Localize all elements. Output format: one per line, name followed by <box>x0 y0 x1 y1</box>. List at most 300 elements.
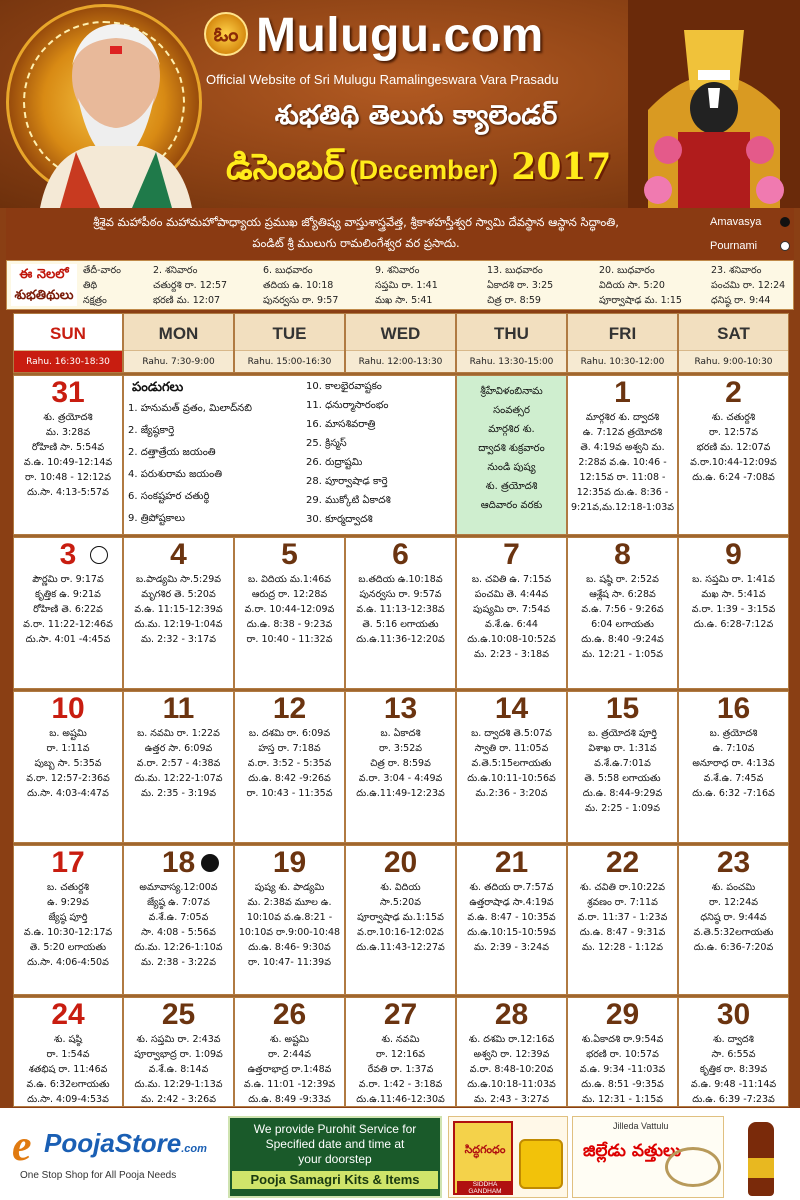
panchang-detail: 10:10వ రా.9:00-10:48 <box>238 927 341 938</box>
panchang-detail: రా. 10:48 - 12:12వ <box>25 472 111 483</box>
panchang-detail: బ. ద్వాదశి తె.5:07వ <box>471 728 552 739</box>
panchang-detail: వ.ఉ. 11:15-12:39వ <box>134 604 223 615</box>
day-number: 21 <box>494 846 529 879</box>
rahukalam-time: Rahu. 12:00-13:30 <box>346 350 455 372</box>
panchang-detail: మ. 2:32 - 3:17వ <box>141 634 216 645</box>
legend-pournami-label: Pournami <box>710 240 758 252</box>
venkateswara-deity-image <box>628 0 800 208</box>
auspicious-day-entry: 2. శనివారం చతుర్దశి రా. 12:57 భరణి మ. 12:07 <box>153 265 228 306</box>
panchang-detail: బ.పాడ్యమి సా.5:29వ <box>135 574 222 585</box>
weekday-header-sun <box>13 313 123 373</box>
festival-item: 25. క్రిస్మస్ <box>306 438 347 449</box>
day-cell[interactable] <box>123 691 234 843</box>
day-number: 13 <box>383 692 418 725</box>
festivals-heading: పండుగలు <box>132 380 184 395</box>
moon-phase-legend <box>706 210 794 258</box>
auspicious-day-entry: 23. శనివారం పంచమి రా. 12:24 ధనిష్ఠ రా. 9:44 <box>711 265 786 306</box>
panchang-detail: జ్యేష్ఠ పూర్తి <box>48 912 88 923</box>
panchang-detail: శ్రవణం రా. 7:11వ <box>587 897 658 908</box>
festival-item: 2. జ్యేష్ఠకార్తె <box>128 425 175 436</box>
panchang-detail: మ. 2:42 - 3:26వ <box>141 1094 216 1105</box>
rahukalam-time: Rahu. 10:30-12:00 <box>568 350 677 372</box>
astrologer-portrait <box>20 6 198 208</box>
panchang-detail: మ. 12:31 - 1:15వ <box>581 1094 664 1105</box>
panchang-detail: రా. 10:40 - 11:32వ <box>246 634 333 645</box>
panchang-detail: జ్యేష్ఠ ఉ. 7:07వ <box>147 897 210 908</box>
weekday-name: SAT <box>717 324 750 343</box>
day-number: 15 <box>605 692 640 725</box>
panchang-detail: 12:15వ రా. 11:08 - <box>579 472 666 483</box>
panchang-detail: శు. అష్టమి <box>270 1034 309 1045</box>
day-number: 30 <box>716 998 751 1031</box>
panchang-detail: రా. 12:24వ <box>708 897 759 908</box>
day-cell[interactable] <box>456 537 567 689</box>
panchang-detail: బ. దశమి రా. 6:09వ <box>248 728 331 739</box>
panchang-detail: పునర్వసు రా. 9:57వ <box>359 589 442 600</box>
panchang-detail: దు.మ. 12:22-1:07వ <box>134 773 223 784</box>
day-cell[interactable] <box>678 375 789 535</box>
panchang-detail: ఆరుద్ర రా. 12:28వ <box>251 589 328 600</box>
festival-item: 16. మాసశివరాత్రి <box>306 419 376 430</box>
day-cell[interactable] <box>345 845 456 995</box>
author-info-band <box>6 208 794 260</box>
panchang-detail: మఖ సా. 5:41వ <box>701 589 766 600</box>
panchang-detail: సా. 4:08 - 5:56వ <box>141 927 216 938</box>
rahukalam-time: Rahu. 13:30-15:00 <box>457 350 566 372</box>
panchang-detail: మ. 12:28 - 1:12వ <box>581 942 664 953</box>
panchang-detail: వ.రా. 1:39 - 3:15వ <box>691 604 776 615</box>
panchang-detail: భరణి రా. 10:57వ <box>586 1049 659 1060</box>
panchang-detail: మార్గశిర శు. ద్వాదశి <box>585 412 660 423</box>
panchang-detail: దు.ఉ.11:43-12:27వ <box>356 942 445 953</box>
panchang-detail: ఉ. 7:12వ త్రయోదశి <box>582 427 663 438</box>
day-cell[interactable] <box>678 537 789 689</box>
panchang-detail: కృత్తిక ఉ. 9:21వ <box>35 589 101 600</box>
day-number: 28 <box>494 998 529 1031</box>
day-cell[interactable] <box>567 691 678 843</box>
panchang-detail: రా. 10:47- 11:39వ <box>248 957 331 968</box>
panchang-detail: దు.ఉ. 6:36-7:20వ <box>693 942 774 953</box>
panchang-detail: శు. విదియ <box>380 882 421 893</box>
festival-item: 2. దత్తాత్రేయ జయంతి <box>128 447 216 458</box>
panchang-detail: శు. సప్తమి రా. 2:43వ <box>136 1034 221 1045</box>
panchang-detail: దు.ఉ. 8:49 -9:33వ <box>248 1094 331 1105</box>
day-number: 22 <box>605 846 640 879</box>
panchang-detail: వ.ఉ. 11:13-12:38వ <box>356 604 445 615</box>
day-number: 24 <box>51 998 85 1031</box>
panchang-detail: దు.ఉ. 8:38 - 9:23వ <box>246 619 333 630</box>
day-cell[interactable] <box>456 845 567 995</box>
day-number: 18 <box>161 846 196 879</box>
panchang-detail: దు.ఉ. 8:47 - 9:31వ <box>579 927 666 938</box>
panchang-detail: వ.రా. 11:37 - 1:23వ <box>577 912 668 923</box>
full-moon-icon <box>90 546 108 564</box>
pooja-samagri-highlight: Pooja Samagri Kits & Items <box>232 1171 438 1189</box>
day-cell[interactable] <box>13 997 123 1107</box>
panchang-detail: రా. 10:43 - 11:35వ <box>246 788 333 799</box>
panchang-detail: విశాఖ రా. 1:31వ <box>588 743 657 754</box>
day-cell[interactable] <box>567 997 678 1107</box>
panchang-detail: రోహిణి సా. 5:54వ <box>31 442 105 453</box>
panchang-detail: రా. 1:11వ <box>46 743 90 754</box>
panchang-detail: మ. 2:43 - 3:27వ <box>474 1094 549 1105</box>
day-cell[interactable] <box>234 845 345 995</box>
header <box>0 0 800 208</box>
day-cell[interactable] <box>123 537 234 689</box>
panchang-detail: బ. చతుర్దశి <box>47 882 89 893</box>
day-number: 31 <box>51 376 85 409</box>
siddha-gandham-ad[interactable] <box>448 1116 568 1198</box>
auspicious-day-entry: 20. బుధవారం విదియ సా. 5:20 పూర్వాషాఢ మ. 1:15 <box>599 265 682 306</box>
day-cell[interactable] <box>13 691 123 843</box>
footer-ads <box>0 1108 800 1200</box>
panchang-detail: మ. 2:23 - 3:18వ <box>474 649 549 660</box>
month-english: (December) <box>349 155 499 185</box>
auspicious-day-entry: 13. బుధవారం ఏకాదశి రా. 3:25 చిత్ర రా. 8:59 <box>487 265 554 306</box>
day-number: 12 <box>272 692 307 725</box>
weekday-header-mon <box>123 313 234 373</box>
day-cell[interactable] <box>567 537 678 689</box>
panchang-detail: దు.సా. 4:01 -4:45వ <box>25 634 111 645</box>
panchang-detail: వ.ఉ. 10:49-12:14వ <box>23 457 113 468</box>
panchang-detail: 2:28వ వ.ఉ. 10:46 - <box>578 457 667 468</box>
panchang-detail: వ.రా. 1:42 - 3:18వ <box>358 1079 443 1090</box>
author-info-text: శ్రీశైవ మహాపీఠం మహామహోపాధ్యాయ ప్రముఖ జ్యోతిష్య వాస్తుశాస్త్రవేత్త, శ్రీకాళహస్తీశ్వర స్వామి దేవస్థాన ఆస్థాన సిద్ధాంతి, పండిట్ శ్రీ ములుగు రామలింగేశ్వర వర ప్రసాదు. <box>93 215 619 250</box>
panchang-detail: మ. 2:25 - 1:09వ <box>585 803 660 814</box>
sandal-jar-image <box>519 1139 563 1189</box>
om-logo-icon: ఓం <box>204 12 248 56</box>
panchang-detail: వ.ఉ. 6:32లగాయతు <box>26 1079 110 1090</box>
weekday-header-fri <box>567 313 678 373</box>
panchang-detail: ఆశ్లేష సా. 6:28వ <box>589 589 656 600</box>
auspicious-header-column: తేదీ-వారం తిథి నక్షత్రం <box>83 265 121 306</box>
panchang-detail: వ.ఉ. 10:30-12:17వ <box>23 927 113 938</box>
jilledu-vattulu-ad[interactable]: Jilleda Vattulu జిల్లేడు వత్తులు <box>572 1116 724 1198</box>
day-cell[interactable] <box>13 845 123 995</box>
panchang-detail: బ. త్రయోదశి <box>709 728 758 739</box>
day-cell[interactable] <box>678 997 789 1107</box>
weekday-name: WED <box>380 324 421 343</box>
day-number: 4 <box>170 538 187 571</box>
day-number: 19 <box>272 846 307 879</box>
panchang-detail: బ. త్రయోదశి పూర్తి <box>588 728 657 739</box>
panchang-detail: దు.సా. 4:03-4:47వ <box>27 788 109 799</box>
day-cell[interactable] <box>345 691 456 843</box>
panchang-detail: దు.ఉ.11:46-12:30వ <box>356 1094 445 1105</box>
day-number: 2 <box>725 376 742 409</box>
sandal-box-image: సిద్ధగంధం SIDDHA GANDHAM <box>453 1121 513 1195</box>
day-number: 16 <box>716 692 751 725</box>
panchang-detail: మ. 2:39 - 3:24వ <box>474 942 549 953</box>
panchang-detail: రా. 2:44వ <box>267 1049 312 1060</box>
rahukalam-time: Rahu. 16:30-18:30 <box>14 350 122 372</box>
panchang-detail: అశ్వని రా. 12:39వ <box>473 1049 550 1060</box>
panchang-detail: దు.మ. 12:29-1:13వ <box>134 1079 223 1090</box>
wick-coil-image <box>665 1147 721 1187</box>
panchang-detail: శతభిష రా. 11:46వ <box>28 1064 108 1075</box>
samvatsara-note: శ్రీహేవిళంబినామ సంవత్సర మార్గశిర శు. ద్వాదశి శుక్రవారం నుండి పుష్య శు. త్రయోదశి ఆదివారం వరకు <box>456 375 567 535</box>
panchang-detail: దు.ఉ. 8:40 -9:24వ <box>581 634 664 645</box>
legend-amavasya-label: Amavasya <box>710 216 762 228</box>
panchang-detail: శు. తదియ రా.7:57వ <box>469 882 554 893</box>
day-cell[interactable] <box>678 845 789 995</box>
panchang-detail: దు.సా. 4:09-4:53వ <box>27 1094 109 1105</box>
panchang-detail: వ.తె.5:15లగాయతు <box>471 758 552 769</box>
weekday-name: MON <box>158 324 199 343</box>
panchang-detail: వ.శే.ఉ. 8:14వ <box>148 1064 209 1075</box>
panchang-detail: 10:10వ వ.ఉ.8:21 - <box>246 912 333 923</box>
day-number: 11 <box>162 692 195 725</box>
day-number: 14 <box>494 692 529 725</box>
panchang-detail: బ. అష్టమి <box>49 728 87 739</box>
panchang-detail: వ.రా. 10:44-12:09వ <box>244 604 335 615</box>
weekday-name: FRI <box>608 324 637 343</box>
day-number: 10 <box>51 692 85 725</box>
panchang-detail: రా. 12:57వ <box>708 427 759 438</box>
panchang-detail: మ. 2:35 - 3:19వ <box>141 788 216 799</box>
festival-item: 10. కాలభైరవాష్టకం <box>306 381 382 392</box>
day-cell[interactable] <box>123 997 234 1107</box>
panchang-detail: మ. 12:21 - 1:05వ <box>581 649 664 660</box>
festival-item: 6. సంకష్టహర చతుర్థి <box>128 491 210 502</box>
panchang-detail: దు.ఉ.10:18-11:03వ <box>467 1079 556 1090</box>
panchang-detail: శు. త్రయోదశి <box>43 412 93 423</box>
day-number: 6 <box>392 538 409 571</box>
panchang-detail: దు.సా. 4:13-5:57వ <box>27 487 109 498</box>
panchang-detail: శు. దశమి రా.12:16వ <box>468 1034 555 1045</box>
panchang-detail: వ.రా. 2:57 - 4:38వ <box>136 758 221 769</box>
day-cell[interactable] <box>123 845 234 995</box>
day-number: 25 <box>161 998 196 1031</box>
panchang-detail: శు. చతుర్దశి <box>711 412 756 423</box>
panchang-detail: బ. విదియ మ.1:46వ <box>247 574 332 585</box>
panchang-detail: వ.శే.ఉ. 6:44 <box>485 619 538 630</box>
panchang-detail: బ. షష్ఠి రా. 2:52వ <box>586 574 659 585</box>
panchang-detail: వ.ఉ. 9:48 -11:14వ <box>690 1079 777 1090</box>
month-heading <box>226 146 611 197</box>
weekday-header-wed <box>345 313 456 373</box>
panchang-detail: దు.ఉ. 8:44-9:29వ <box>582 788 663 799</box>
day-cell[interactable] <box>234 691 345 843</box>
weekday-name: THU <box>494 324 529 343</box>
festival-item: 30. కూర్మద్వాదశి <box>306 514 373 525</box>
weekday-name: TUE <box>272 324 307 343</box>
day-number: 8 <box>614 538 631 571</box>
panchang-detail: వ.రా. 8:48-10:20వ <box>469 1064 554 1075</box>
panchang-detail: పూర్వాభాద్ర రా. 1:09వ <box>134 1049 223 1060</box>
panchang-detail: కృత్తిక రా. 8:39వ <box>699 1064 768 1075</box>
panchang-detail: మ. 2:38వ మూల ఉ. <box>247 897 332 908</box>
panchang-detail: వ.ఉ. 9:34 -11:03వ <box>579 1064 666 1075</box>
poojastore-tagline: One Stop Shop for All Pooja Needs <box>20 1170 177 1181</box>
panchang-detail: రోహిణి తె. 6:22వ <box>33 604 103 615</box>
panchang-detail: బ. చవితి ఉ. 7:15వ <box>471 574 552 585</box>
calendar-title: శుభతిథి తెలుగు క్యాలెండర్ <box>274 100 558 131</box>
panchang-detail: రా. 1:54వ <box>46 1049 90 1060</box>
panchang-detail: 6:04 లగాయతు <box>591 619 654 630</box>
panchang-detail: దు.ఉ.10:11-10:56వ <box>467 773 556 784</box>
festival-item: 1. హనుమత్ వ్రతం, మిలాద్‌నబి <box>128 403 252 414</box>
day-cell[interactable] <box>567 845 678 995</box>
panchang-detail: దు.ఉ. 8:42 -9:26వ <box>248 773 331 784</box>
new-moon-icon <box>201 854 219 872</box>
day-cell[interactable] <box>13 375 123 535</box>
panchang-detail: పౌర్ణమి రా. 9:17వ <box>32 574 104 585</box>
panchang-detail: ధనిష్ఠ రా. 9:44వ <box>700 912 767 923</box>
panchang-detail: దు.ఉ.11:49-12:23వ <box>356 788 445 799</box>
festival-item: 4. పరుశురామ జయంతి <box>128 469 223 480</box>
panchang-detail: శు. చవితి రా.10:22వ <box>579 882 666 893</box>
panchang-detail: వ.రా.10:44-12:09వ <box>690 457 777 468</box>
new-moon-icon <box>780 217 790 227</box>
day-cell[interactable] <box>345 997 456 1107</box>
panchang-detail: దు.ఉ.11:36-12:20వ <box>356 634 445 645</box>
festivals-list <box>123 375 456 535</box>
rahukalam-time: Rahu. 7:30-9:00 <box>124 350 233 372</box>
panchang-detail: దు.మ. 12:19-1:04వ <box>134 619 223 630</box>
weekday-header-thu <box>456 313 567 373</box>
panchang-detail: దు.ఉ. 6:24 -7:08వ <box>692 472 775 483</box>
day-number: 5 <box>281 538 298 571</box>
day-number: 9 <box>725 538 742 571</box>
panchang-detail: బ. ఏకాదశి <box>380 728 421 739</box>
day-number: 17 <box>51 846 85 879</box>
panchang-detail: వ.ఉ. 7:56 - 9:26వ <box>581 604 664 615</box>
panchang-detail: మృగశిర తె. 5:20వ <box>141 589 216 600</box>
panchang-detail: దు.ఉ. 8:51 -9:35వ <box>581 1079 664 1090</box>
day-number: 20 <box>383 846 418 879</box>
panchang-detail: హస్త రా. 7:18వ <box>258 743 321 754</box>
day-cell[interactable] <box>456 691 567 843</box>
panchang-detail: బ. సప్తమి రా. 1:41వ <box>692 574 775 585</box>
panchang-detail: వ.రా. 3:52 - 5:35వ <box>247 758 332 769</box>
panchang-detail: పూర్వాషాఢ మ.1:15వ <box>357 912 444 923</box>
day-number: 27 <box>383 998 418 1031</box>
panchang-detail: దు.ఉ. 6:28-7:12వ <box>693 619 774 630</box>
month-telugu: డిసెంబర్ <box>226 147 345 188</box>
panchang-detail: రా. 3:52వ <box>378 743 423 754</box>
site-subtitle: Official Website of Sri Mulugu Ramalingeswara Vara Prasadu <box>206 72 559 87</box>
festival-item: 28. పూర్వాషాఢ కార్తె <box>306 476 388 487</box>
panchang-detail: ఉత్తరాషాఢ సా.4:19వ <box>469 897 554 908</box>
day-number: 3 <box>59 538 77 571</box>
calendar-grid <box>13 313 789 1107</box>
day-cell[interactable] <box>567 375 678 535</box>
panchang-detail: ఉ. 9:29వ <box>47 897 89 908</box>
panchang-detail: మ. 2:38 - 3:22వ <box>141 957 216 968</box>
panchang-detail: వ.తె.5:32లగాయతు <box>693 927 774 938</box>
panchang-detail: 12:35వ దు.ఉ. 8:36 - <box>576 487 669 498</box>
panchang-detail: 9:21వ,మ.12:18-1:03వ <box>570 502 675 513</box>
oil-bottle-ad[interactable] <box>728 1116 794 1198</box>
festival-item: 26. రుద్రాష్టమి <box>306 457 363 468</box>
weekday-header-sat <box>678 313 789 373</box>
panchang-detail: రేవతి రా. 1:37వ <box>367 1064 434 1075</box>
weekday-name: SUN <box>50 324 86 343</box>
panchang-detail: శు.ఏకాదశి రా.9:54వ <box>581 1034 664 1045</box>
panchang-detail: ఉ. 7:10వ <box>712 743 755 754</box>
panchang-detail: వ.రా. 3:04 - 4:49వ <box>358 773 443 784</box>
panchang-detail: పుష్యమి రా. 7:54వ <box>472 604 551 615</box>
auspicious-day-entry: 6. బుధవారం తదియ ఉ. 10:18 పునర్వసు రా. 9:57 <box>263 265 339 306</box>
panchang-detail: అమావాస్య.12:00వ <box>139 882 218 893</box>
festival-item: 11. ధనుర్మాసారంభం <box>306 400 389 411</box>
festival-item: 9. త్రిపోష్టకాలు <box>128 513 185 524</box>
panchang-detail: ఉత్తర సా. 6:09వ <box>144 743 213 754</box>
day-cell[interactable] <box>13 537 123 689</box>
panchang-detail: వ.శే.ఉ. 7:45వ <box>703 773 764 784</box>
full-moon-icon <box>780 241 790 251</box>
panchang-detail: తె. 5:58 లగాయతు <box>584 773 661 784</box>
rahukalam-time: Rahu. 15:00-16:30 <box>235 350 344 372</box>
day-cell[interactable] <box>234 997 345 1107</box>
panchang-detail: వ.రా. 11:22-12:46వ <box>23 619 113 630</box>
day-number: 26 <box>272 998 307 1031</box>
panchang-detail: దు.ఉ. 6:39 -7:23వ <box>692 1094 775 1105</box>
panchang-detail: వ.ఉ. 11:01 -12:39వ <box>243 1079 336 1090</box>
day-cell[interactable] <box>678 691 789 843</box>
panchang-detail: శు. పంచమి <box>711 882 756 893</box>
panchang-detail: రా. 12:16వ <box>375 1049 426 1060</box>
panchang-detail: దు.ఉ.10:08-10:52వ <box>467 634 556 645</box>
festival-item: 29. ముక్కోటి ఏకాదశి <box>306 495 391 506</box>
panchang-detail: పంచమి తె. 4:44వ <box>474 589 549 600</box>
panchang-detail: తె. 5:20 లగాయతు <box>29 942 107 953</box>
panchang-detail: తె. 4:19వ అశ్వని మ. <box>580 442 665 453</box>
panchang-detail: సా.5:20వ <box>380 897 421 908</box>
panchang-detail: పుష్య శు. పాడ్యమి <box>254 882 325 893</box>
panchang-detail: దు.ఉ. 8:46- 9:30వ <box>248 942 331 953</box>
panchang-detail: ఉత్తరాభాద్ర రా.1:48వ <box>247 1064 332 1075</box>
panchang-detail: దు.సా. 4:06-4:50వ <box>27 957 109 968</box>
day-number: 29 <box>605 998 640 1031</box>
panchang-detail: శు. నవమి <box>381 1034 420 1045</box>
panchang-detail: దు.ఉ. 6:32 -7:16వ <box>692 788 775 799</box>
poojastore-logo[interactable]: e PoojaStore.com One Stop Shop for All Pooja Needs <box>12 1121 207 1181</box>
purohit-service-ad[interactable]: We provide Purohit Service for Specified date and time at your doorstep Pooja Samagri Kits & Items <box>228 1116 442 1198</box>
panchang-detail: వ.రా. 12:57-2:36వ <box>26 773 110 784</box>
auspicious-day-entry: 9. శనివారం సప్తమి రా. 1:41 మఖ సా. 5:41 <box>375 265 438 306</box>
panchang-detail: వ.రా.10:16-12:02వ <box>357 927 444 938</box>
rahukalam-time: Rahu. 9:00-10:30 <box>679 350 788 372</box>
day-number: 23 <box>716 846 751 879</box>
day-cell[interactable] <box>234 537 345 689</box>
auspicious-days-table <box>6 260 794 310</box>
day-cell[interactable] <box>456 997 567 1107</box>
day-number: 7 <box>503 538 520 571</box>
panchang-detail: భరణి మ. 12:07వ <box>696 442 771 453</box>
panchang-detail: దు.మ. 12:26-1:10వ <box>134 942 223 953</box>
panchang-detail: శు. షష్ఠి <box>53 1034 83 1045</box>
panchang-detail: శు. ద్వాదశి <box>713 1034 754 1045</box>
panchang-detail: చిత్ర రా. 8:59వ <box>370 758 431 769</box>
year: 2017 <box>511 146 612 188</box>
panchang-detail: మ. 3:28వ <box>45 427 91 438</box>
panchang-detail: బ.తదియ ఉ.10:18వ <box>358 574 443 585</box>
auspicious-days-label: ఈ నెలలో శుభతిథులు <box>11 264 77 306</box>
panchang-detail: పుబ్బ సా. 5:35వ <box>34 758 102 769</box>
panchang-detail: మ.2:36 - 3:20వ <box>475 788 548 799</box>
panchang-detail: వ.ఉ. 8:47 - 10:35వ <box>467 912 556 923</box>
panchang-detail: సా. 6:55వ <box>711 1049 756 1060</box>
panchang-detail: అనూరాధ రా. 4:13వ <box>692 758 775 769</box>
day-number: 1 <box>614 376 631 409</box>
panchang-detail: స్వాతి రా. 11:05వ <box>474 743 549 754</box>
panchang-detail: వ.శే.ఉ. 7:05వ <box>148 912 209 923</box>
panchang-detail: దు.ఉ.10:15-10:59వ <box>467 927 556 938</box>
site-title[interactable]: Mulugu.com <box>256 9 544 62</box>
day-cell[interactable] <box>345 537 456 689</box>
